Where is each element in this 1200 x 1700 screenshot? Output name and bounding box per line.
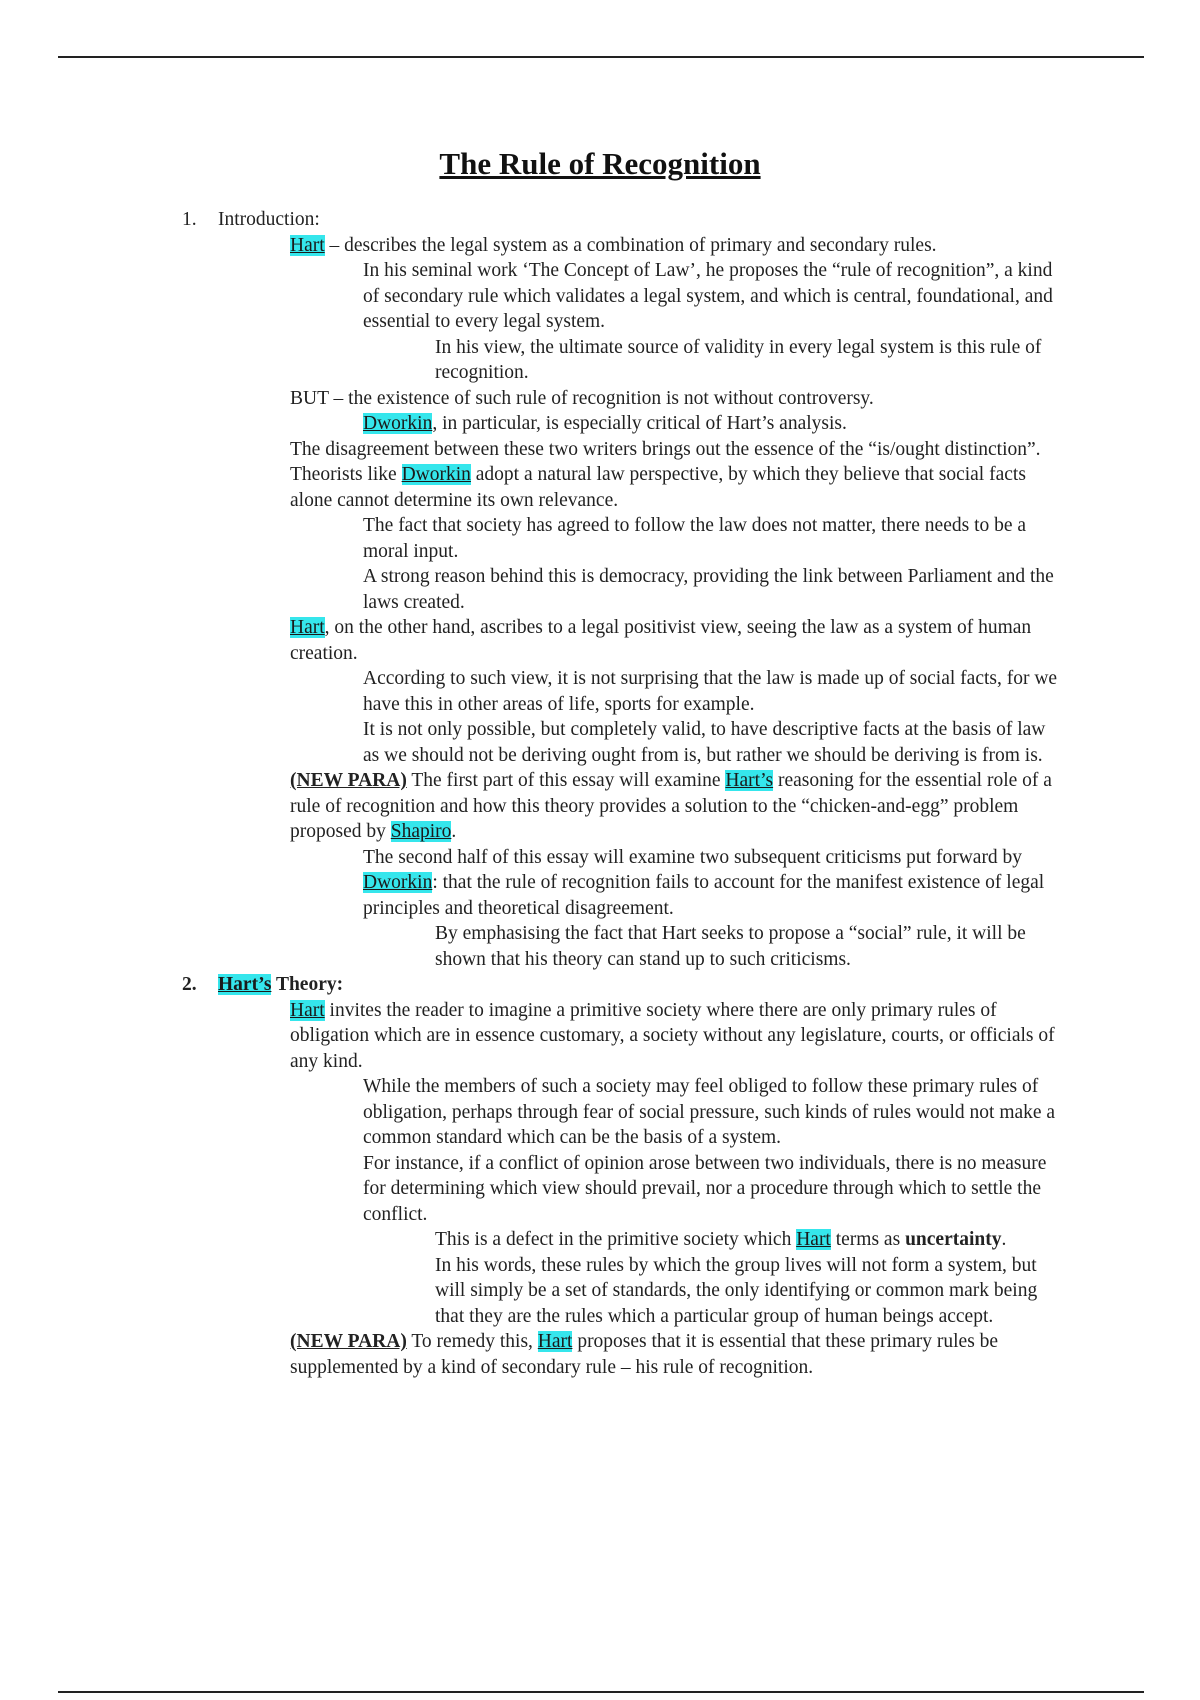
new-para-marker: (NEW PARA) [290,1331,407,1352]
paragraph: The second half of this essay will examine two subsequent criticisms put forward by Dworkin: that the rule of recognition fails to account for the manifest existence of legal principles and theoretical disagreement. [363,846,1045,919]
paragraph: It is not only possible, but completely valid, to have descriptive facts at the basis of law as we should not be deriving ought from is, but rather we should be deriving is from is. [363,719,1046,766]
paragraph: For instance, if a conflict of opinion arose between two individuals, there is no measure for determining which view should prevail, nor a procedure through which to settle the conflict. [363,1152,1047,1225]
highlighted-name: Dworkin [401,464,471,485]
paragraph: In his words, these rules by which the group lives will not form a system, but will simply be a set of standards, the only identifying or common mark being that they are the rules which a particular group of human beings accept. [435,1254,1038,1327]
section-number: 2. [182,974,197,995]
document-body [0,207,1200,1380]
new-para-marker: (NEW PARA) [290,770,407,791]
paragraph: In his view, the ultimate source of validity in every legal system is this rule of recognition. [435,336,1042,383]
paragraph: This is a defect in the primitive society which Hart terms as uncertainty. [435,1229,1007,1250]
paragraph: According to such view, it is not surprising that the law is made up of social facts, for we have this in other areas of life, sports for example. [363,668,1058,715]
section-heading-introduction [182,207,1200,233]
paragraph: BUT – the existence of such rule of recognition is not without controversy. [290,387,874,409]
highlighted-name: Hart’s [725,770,774,791]
highlighted-name: Hart’s [218,974,272,995]
document-title: The Rule of Recognition [439,146,761,181]
bold-term: uncertainty [905,1229,1002,1250]
section-title: Introduction: [218,209,320,230]
highlighted-name: Hart [290,234,325,256]
paragraph: A strong reason behind this is democracy, providing the link between Parliament and the laws created. [363,566,1054,613]
section-title: Theory: [271,974,344,995]
paragraph: Dworkin, in particular, is especially critical of Hart’s analysis. [363,413,847,434]
highlighted-name: Hart [796,1229,831,1250]
section-number: 1. [182,209,197,230]
section-heading-harts-theory [182,972,1200,998]
paragraph: Hart, on the other hand, ascribes to a legal positivist view, seeing the law as a system of human creation. [290,617,1032,664]
highlighted-name: Dworkin [363,872,433,893]
paragraph: (NEW PARA) The first part of this essay will examine Hart’s reasoning for the essential role of a rule of recognition and how this theory provides a solution to the “chicken-and-egg” problem proposed by Shapiro. [290,770,1052,842]
highlighted-name: Dworkin [363,413,433,434]
paragraph: In his seminal work ‘The Concept of Law’, he proposes the “rule of recognition”, a kind of secondary rule which validates a legal system, and which is central, foundational, and essential to every legal system. [363,260,1053,332]
highlighted-name: Hart [290,999,325,1021]
paragraph: Theorists like Dworkin adopt a natural law perspective, by which they believe that social facts alone cannot determine its own relevance. [290,464,1026,511]
paragraph: While the members of such a society may feel obliged to follow these primary rules of obligation, perhaps through fear of social pressure, such kinds of rules would not make a common standard which can be the basis of a system. [363,1076,1056,1148]
highlighted-name: Hart [537,1331,573,1352]
paragraph: (NEW PARA) To remedy this, Hart proposes that it is essential that these primary rules be supplemented by a kind of secondary rule – his rule of recognition. [290,1331,999,1378]
paragraph: Hart invites the reader to imagine a primitive society where there are only primary rules of obligation which are in essence customary, a society without any legislature, courts, or officials of any kind. [290,999,1055,1072]
paragraph: By emphasising the fact that Hart seeks to propose a “social” rule, it will be shown that his theory can stand up to such criticisms. [435,923,1026,970]
highlighted-name: Shapiro [390,821,452,842]
paragraph: Hart – describes the legal system as a combination of primary and secondary rules. [290,234,937,256]
footer-rule [58,1691,1144,1693]
paragraph: The fact that society has agreed to follow the law does not matter, there needs to be a moral input. [363,515,1027,562]
header-rule [58,56,1144,58]
highlighted-name: Hart [290,617,325,638]
paragraph: The disagreement between these two writers brings out the essence of the “is/ought distinction”. [290,438,1041,460]
